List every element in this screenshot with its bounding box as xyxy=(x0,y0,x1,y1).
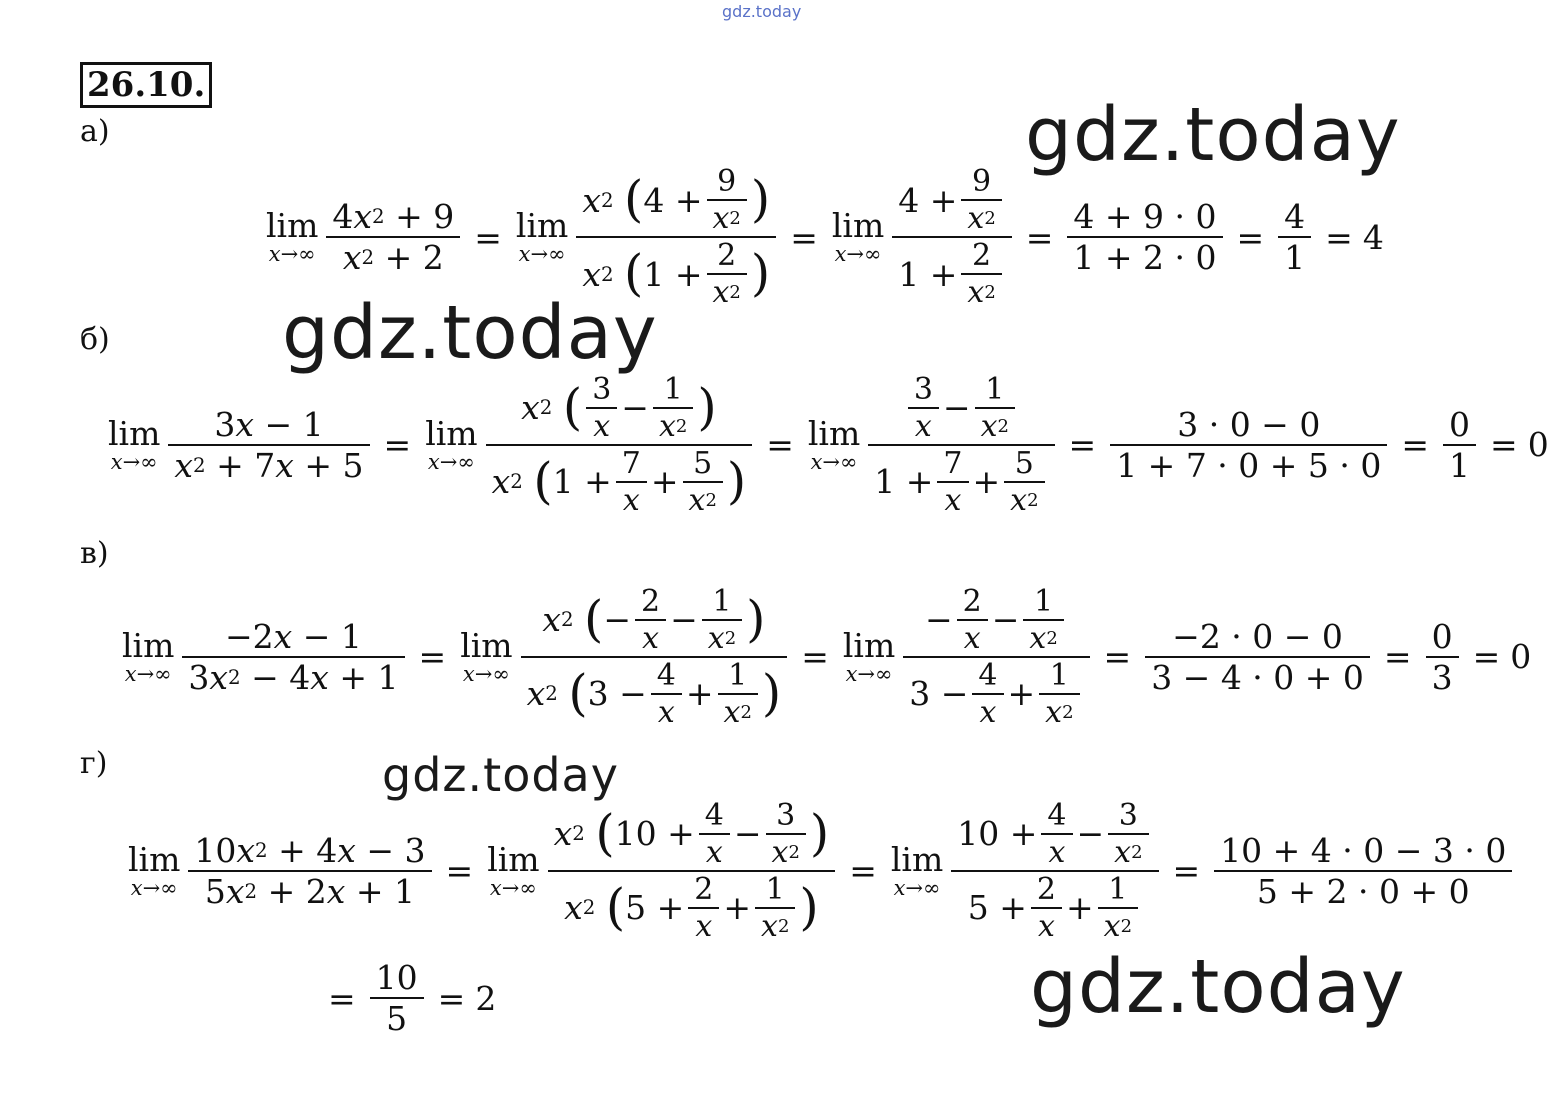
equation-v: lim x→∞ −2 x − 1 3 x 2 − 4 x + 1 = lim x→∞ x 2 ( − $\frac{2}{x}$ − 1 x 2 ) x 2 ( 3 − $\frac{4}{x}$ + 1 x 2 ) = lim x→∞ − $\frac{2}{x}$ − 1 x 2 3 − $\frac{4}{x}$ + 1 x 2 = $\frac{-2 \cdot 0 - 0}{3 - 4 \cdot 0 + 0}$ = $\frac{0}{3}$ = 0 xyxy=(122,583,1532,730)
limit-operator: lim x→∞ xyxy=(266,206,319,266)
fraction: $\frac{3 \cdot 0 - 0}{1 + 7 \cdot 0 + 5 \cdot 0}$ xyxy=(1110,405,1387,485)
limit-operator: lim x→∞ xyxy=(487,839,540,900)
problem-number-text: 26.10. xyxy=(87,65,206,105)
fraction: x 2 ( − $\frac{2}{x}$ − 1 x 2 ) x 2 ( 3 − $\frac{4}{x}$ + 1 x 2 ) xyxy=(521,584,788,730)
watermark-b: gdz.today xyxy=(282,290,658,376)
fraction: −2 x − 1 3 x 2 − 4 x + 1 xyxy=(182,617,404,697)
limit-operator: lim x→∞ xyxy=(128,839,181,900)
part-label-a: а) xyxy=(80,114,110,149)
answer-a: 4 xyxy=(1362,217,1384,257)
limit-operator: lim x→∞ xyxy=(425,413,478,474)
limit-operator: lim x→∞ xyxy=(831,206,885,266)
fraction: $\frac{0}{1}$ xyxy=(1443,405,1476,485)
watermark-g: gdz.today xyxy=(382,748,619,802)
problem-number xyxy=(80,62,212,108)
limit-operator: lim x→∞ xyxy=(807,413,861,474)
part-label-v: в) xyxy=(80,536,109,571)
watermark-top: gdz.today xyxy=(722,2,802,21)
equation-b: lim x→∞ 3 x − 1 x 2 + 7 x + 5 = lim x→∞ x 2 ( $\frac{3}{x}$ − 1 x 2 ) x 2 ( 1 + $\frac{7}{x}$ + 5 x 2 ) = lim x→∞ $\frac{3}{x}$ − 1 x 2 1 + $\frac{7}{x}$ + 5 x 2 = $\frac{3 \cdot 0 - 0}{1 + 7 \cdot 0 + 5 \cdot 0}$ = $\frac{0}{1}$ = 0 xyxy=(108,371,1549,518)
limit-operator: lim x→∞ xyxy=(842,625,896,686)
part-label-b: б) xyxy=(80,322,110,357)
fraction: $\frac{3}{x}$ − 1 x 2 1 + $\frac{7}{x}$ + 5 x 2 xyxy=(868,372,1054,518)
fraction: x 2 ( $\frac{3}{x}$ − 1 x 2 ) x 2 ( 1 + $\frac{7}{x}$ + 5 x 2 ) xyxy=(486,372,753,518)
equation-a: lim x→∞ 4 x 2 + 9 x 2 + 2 = lim x→∞ x 2 ( 4 + 9 x 2 ) x 2 ( 1 + 2 x 2 ) = lim x→∞ 4 + 9 x 2 1 + 2 x 2 = $\frac{4 + 9 \cdot 0}{1 + 2 \cdot 0}$ = $\frac{4}{1}$ = 4 xyxy=(266,164,1384,310)
fraction: x 2 ( 4 + 9 x 2 ) x 2 ( 1 + 2 x 2 ) xyxy=(576,164,776,310)
fraction: $\frac{0}{3}$ xyxy=(1426,617,1459,697)
fraction: 4 x 2 + 9 x 2 + 2 xyxy=(326,197,460,277)
fraction: x 2 ( 10 + $\frac{4}{x}$ − 3 x 2 ) x 2 ( 5 + $\frac{2}{x}$ + 1 x 2 ) xyxy=(548,798,836,944)
answer-b: 0 xyxy=(1527,425,1549,464)
fraction: $\frac{4 + 9 \cdot 0}{1 + 2 \cdot 0}$ xyxy=(1067,197,1222,277)
equation-g: lim x→∞ 10 x 2 + 4 x − 3 5 x 2 + 2 x + 1 = lim x→∞ x 2 ( 10 + $\frac{4}{x}$ − 3 x 2 ) x 2 ( 5 + $\frac{2}{x}$ + 1 x 2 ) = lim x→∞ 10 + $\frac{4}{x}$ − 3 x 2 5 + $\frac{2}{x}$ + 1 x 2 = $\frac{10 + 4 \cdot 0 - 3 \cdot 0}{5 + 2 \cdot 0 + 0}$ xyxy=(124,788,1516,953)
fraction: $\frac{10 + 4 \cdot 0 - 3 \cdot 0}{5 + 2 \cdot 0 + 0}$ xyxy=(1214,831,1512,911)
fraction: 4 + 9 x 2 1 + 2 x 2 xyxy=(892,164,1012,310)
fraction: 10 x 2 + 4 x − 3 5 x 2 + 2 x + 1 xyxy=(188,831,431,911)
fraction: 3 x − 1 x 2 + 7 x + 5 xyxy=(168,405,369,485)
fraction: $\frac{10}{5}$ xyxy=(370,958,424,1038)
fraction: 10 + $\frac{4}{x}$ − 3 x 2 5 + $\frac{2}{x}$ + 1 x 2 xyxy=(951,798,1158,944)
answer-v: 0 xyxy=(1510,637,1532,676)
watermark-bottom: gdz.today xyxy=(1030,944,1406,1030)
limit-operator: lim x→∞ xyxy=(890,839,944,900)
answer-g: 2 xyxy=(475,978,497,1018)
fraction: $\frac{-2 \cdot 0 - 0}{3 - 4 \cdot 0 + 0}$ xyxy=(1145,617,1370,697)
fraction: − $\frac{2}{x}$ − 1 x 2 3 − $\frac{4}{x}$ + 1 x 2 xyxy=(903,584,1089,730)
fraction: $\frac{4}{1}$ xyxy=(1278,197,1311,277)
limit-operator: lim x→∞ xyxy=(515,206,569,266)
watermark-a: gdz.today xyxy=(1025,92,1401,178)
limit-operator: lim x→∞ xyxy=(122,625,175,686)
part-label-g: г) xyxy=(80,746,108,781)
limit-operator: lim x→∞ xyxy=(108,413,161,474)
limit-operator: lim x→∞ xyxy=(460,625,513,686)
equation-g-continued: = $\frac{10}{5}$ = 2 xyxy=(328,958,497,1038)
